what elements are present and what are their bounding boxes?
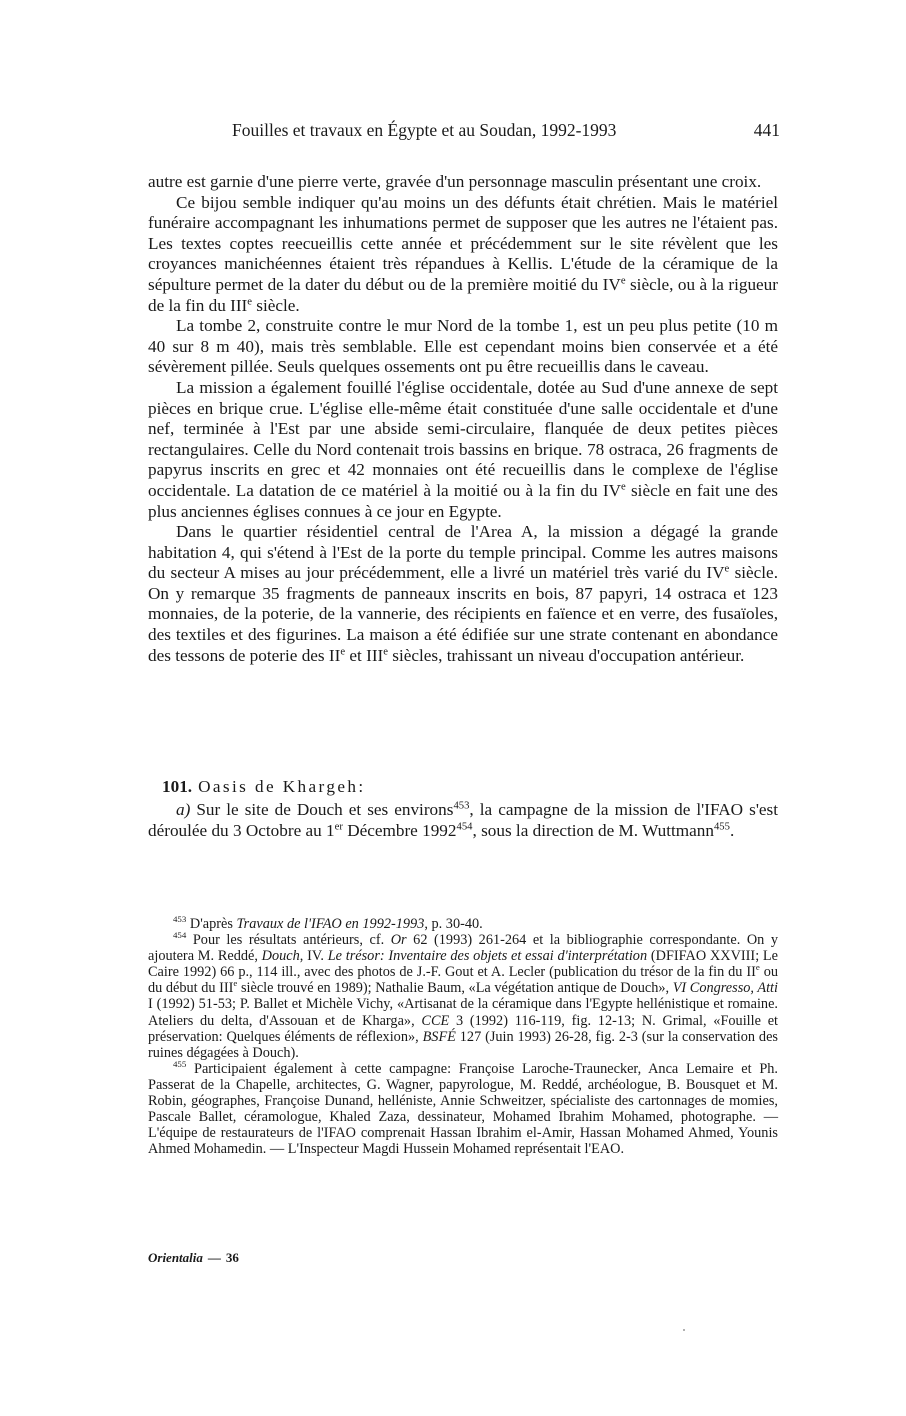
paragraph-1	[148, 172, 778, 193]
section-heading	[162, 776, 778, 797]
footnote-453	[148, 916, 778, 932]
text-run: siècle trouvé en 1989); Nathalie Baum, «La végétation antique de Douch»,	[237, 980, 673, 997]
signature-footer	[148, 1250, 239, 1266]
text-run: Décembre 1992	[342, 821, 457, 840]
text-run: , la campagne de la mission de l'IFAO s'est déroulée du 3 Octobre au 1	[148, 800, 779, 840]
sheet-number: 36	[225, 1250, 239, 1265]
text-run: ou du début du III	[148, 964, 778, 997]
body-text	[148, 172, 778, 666]
text-run: La mission a également fouillé l'église occidentale, dotée au Sud d'une annexe de sept pièces en brique crue. L'église elle-même était constituée d'une salle occidentale et d'une nef, terminée à l'Est par une abside semi-circulaire, flanquée de deux petites pièces rectangulaires. Celle du Nord contenait trois bassins en brique. 78 ostraca, 26 fragments de papyrus inscrits en grec et 42 monnaies ont été recueillis dans le complexe de l'église occidentale. La datation de ce matériel à la moitié ou à la fin du IV	[148, 377, 778, 500]
text-run: , p. 30-40.	[424, 916, 483, 932]
superscript: e	[724, 563, 730, 575]
text-run: 62 (1993) 261-264 et la bibliographie correspondante. On y ajoutera M. Reddé,	[148, 932, 778, 965]
section-number: 101.	[162, 777, 193, 796]
text-run: siècle.	[252, 295, 300, 315]
italic-title: Douch	[261, 948, 300, 965]
page-number: 441	[753, 120, 780, 140]
subsection-a	[148, 799, 778, 841]
text-run: I (1992) 51-53; P. Ballet et Michèle Vichy, «Artisanat de la céramique dans l'Egypte hellénistique et romaine. Ateliers du delta, d'Assouan et de Kharga»,	[148, 996, 778, 1029]
footnote-ref-453[interactable]: 453	[453, 800, 470, 812]
superscript: e	[755, 962, 760, 973]
text-run: et III	[345, 645, 384, 665]
subsection-letter: a)	[176, 800, 191, 819]
footnote-455	[148, 1061, 778, 1158]
footnote-454	[148, 932, 778, 1061]
paragraph-5	[148, 522, 778, 666]
section-title: Oasis de Khargeh:	[198, 777, 366, 796]
text-run: Participaient également à cette campagne: Françoise Laroche-Traunecker, Anca Lemaire et Ph. Passerat de la Chapelle, architectes, G. Wagner, papyrologue, M. Reddé, archéologue, B. Bousquet et M. Robin, géographes, Françoise Dunand, helléniste, Annie Schweitzer, spécialiste des cartonnages de momies, Pascale Ballet, céramologue, Khaled Zaza, dessinateur, Mohamed Ibrahim Mohamed, photographe. — L'équipe de restaurateurs de l'IFAO comprenait Hassan Ibrahim el-Amir, Hassan Mohamed Ahmed, Younis Ahmed Mohamedin. — L'Inspecteur Magdi Hussein Mohamed représentait l'EAO.	[148, 1060, 778, 1158]
paragraph-2	[148, 193, 778, 317]
superscript: e	[621, 481, 626, 493]
journal-name: Orientalia	[148, 1250, 203, 1265]
footnote-number: 454	[173, 930, 187, 941]
section-101	[148, 776, 778, 841]
paragraph-3	[148, 316, 778, 378]
text-run: , sous la direction de M. Wuttmann	[472, 821, 714, 840]
text-run: .	[729, 821, 735, 840]
italic-title: BSFÉ	[422, 1028, 456, 1045]
superscript: e	[383, 645, 388, 657]
footnote-ref-455[interactable]: 455	[713, 821, 730, 833]
text-run: (DFIFAO XXVIII; Le Caire 1992) 66 p., 114 ill., avec des photos de J.-F. Gout et A. Lecler (publication du trésor de la fin du II	[148, 948, 778, 981]
scan-speck	[683, 1329, 685, 1331]
superscript: e	[620, 275, 626, 287]
text-run: 127 (Juin 1993) 26-28, fig. 2-3 (sur la conservation des ruines dégagées à Douch).	[148, 1028, 778, 1061]
superscript: e	[233, 978, 238, 989]
footnotes	[148, 916, 778, 1157]
running-title: Fouilles et travaux en Égypte et au Soudan, 1992-1993	[232, 120, 617, 140]
italic-title: Or	[390, 932, 407, 949]
paragraph-1-text: autre est garnie d'une pierre verte, gravée d'un personnage masculin présentant une croix.	[148, 172, 762, 191]
text-run: , IV.	[299, 948, 328, 965]
text-run: Pour les résultats antérieurs, cf.	[186, 932, 391, 949]
footnote-ref-454[interactable]: 454	[456, 821, 473, 833]
italic-title: Travaux de l'IFAO en 1992-1993	[236, 916, 425, 932]
text-run: siècles, trahissant un niveau d'occupation antérieur.	[388, 645, 745, 665]
italic-title: Le trésor: Inventaire des objets et essai d'interprétation	[327, 948, 648, 965]
text-run: Sur le site de Douch et ses environs	[190, 800, 454, 819]
footnote-number: 455	[173, 1059, 187, 1070]
text-run: Dans le quartier résidentiel central de l'Area A, la mission a dégagé la grande habitation 4, qui s'étend à l'Est de la porte du temple principal. Comme les autres maisons du secteur A mises au jour précédemment, elle a livré un matériel très varié du IV	[148, 522, 778, 583]
footer-dash: —	[207, 1250, 221, 1265]
text-run: siècle. On y remarque 35 fragments de panneaux inscrits en bois, 87 papyri, 14 ostraca et 123 monnaies, de la poterie, de la vannerie, des récipients en faïence et en verre, des fusaïoles, des textiles et des figurines. La maison a été édifiée sur une strate contenant en abondance des tessons de poterie des II	[148, 563, 778, 665]
footnote-number: 453	[173, 914, 187, 925]
text-run: siècle en fait une des plus anciennes églises connues à ce jour en Egypte.	[148, 480, 778, 521]
superscript: er	[334, 821, 343, 833]
italic-title: CCE	[421, 1012, 450, 1029]
superscript: e	[247, 295, 252, 307]
paragraph-4	[148, 378, 778, 522]
text-run: 3 (1992) 116-119, fig. 12-13; N. Grimal, «Fouille et préservation: Quelques éléments de réflexion»,	[148, 1012, 779, 1045]
italic-title: VI Congresso, Atti	[672, 980, 778, 997]
text-run: Ce bijou semble indiquer qu'au moins un des défunts était chrétien. Mais le matériel funéraire accompagnant les inhumations permet de supposer que les autres ne l'étaient pas. Les textes coptes reecueillis cette année et précédemment sur le site révèlent que les croyances manichéennes étaient très répandues à Kellis. L'étude de la céramique de la sépulture permet de la dater du début ou de la première moitié du IV	[148, 192, 778, 294]
paragraph-3-text: La tombe 2, construite contre le mur Nord de la tombe 1, est un peu plus petite (10 m 40 sur 8 m 40), mais très semblable. Elle est cependant moins bien conservée et a été sévèrement pillée. Seuls quelques ossements ont pu être recueillis dans le caveau.	[148, 316, 778, 377]
text-run: siècle, ou à la rigueur de la fin du III	[148, 274, 778, 315]
superscript: e	[340, 645, 346, 657]
text-run: D'après	[186, 916, 237, 932]
